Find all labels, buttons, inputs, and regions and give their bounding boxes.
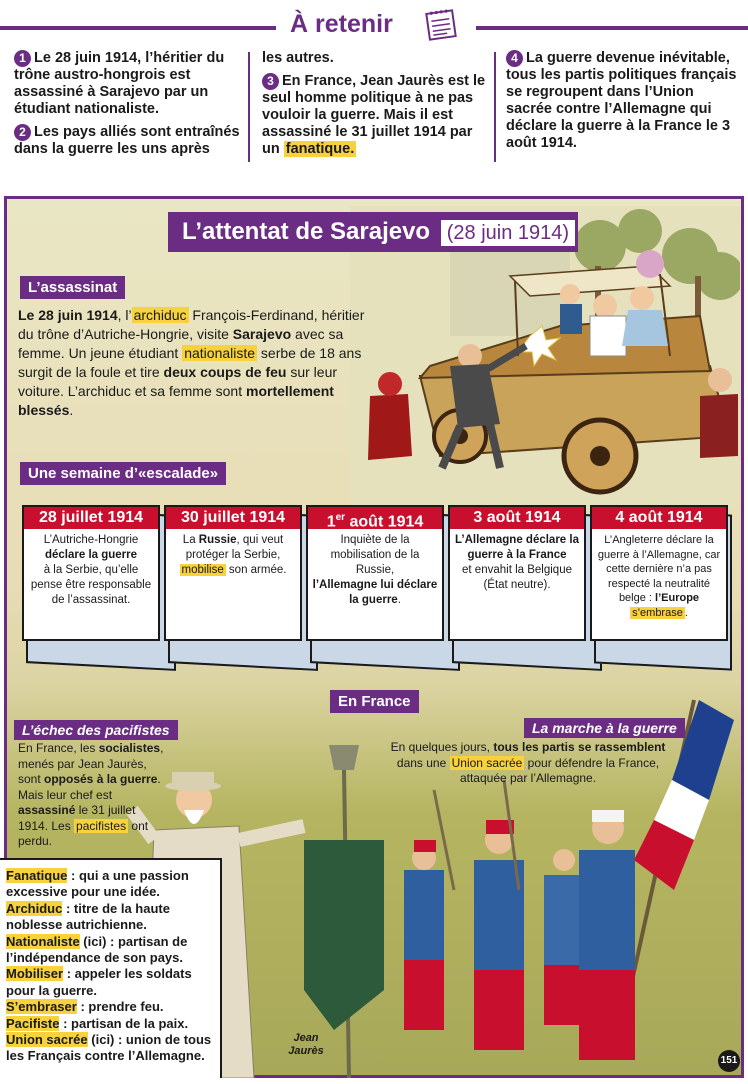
text: La <box>182 534 196 546</box>
timeline-card <box>306 505 456 665</box>
jaures-caption: Jean Jaurès <box>288 1032 324 1057</box>
text: En quelques jours, <box>390 740 494 754</box>
point-text: En France, Jean Jaurès est le seul homme politique à ne pas vouloir la guerre. Mais il est assassiné le 31 juillet 1914 par un <box>262 73 486 157</box>
marche-tag: La marche à la guerre <box>524 718 685 738</box>
text: , qui veut protéger la Serbie, <box>185 534 284 561</box>
text: En France, les <box>18 741 99 755</box>
text: ont perdu. <box>18 818 149 848</box>
text-bold: socialistes <box>98 741 161 755</box>
text: le 31 juillet 1914. Les <box>18 803 136 833</box>
highlight-term: fanatique. <box>285 141 355 157</box>
retenir-point-4 <box>506 50 742 152</box>
text-bold: mortellement blessés <box>18 383 334 418</box>
highlight-term: pacifistes <box>76 818 127 833</box>
text: . <box>397 594 401 606</box>
assassinat-tag: L’assassinat <box>20 276 125 299</box>
text: et envahit la Belgique (État neutre). <box>462 564 572 591</box>
point-number: 2 <box>14 124 31 141</box>
card-date-text: 1 <box>326 513 336 531</box>
text-bold: tous les partis se rassemblent <box>493 740 666 754</box>
glossary-term: Pacifiste <box>6 1015 60 1031</box>
assassinat-paragraph <box>18 306 374 420</box>
glossary-box <box>0 858 222 1078</box>
glossary-definition: : appeler les soldats pour la guerre. <box>6 966 192 998</box>
glossary-definition: : titre de la haute noblesse autrichienne. <box>6 900 170 933</box>
text-bold: Russie <box>198 534 237 546</box>
timeline-card <box>22 505 172 665</box>
text: Inquiète de la mobilisation de la Russie, <box>330 534 420 576</box>
glossary-entry <box>6 966 214 999</box>
glossary-entry <box>6 1032 214 1065</box>
text: son armée. <box>228 564 287 576</box>
page-number: 151 <box>718 1050 740 1072</box>
text: François-Ferdinand, héritier du trône d’Autriche-Hongrie, visite <box>18 307 365 342</box>
point-text: Le 28 juin 1914, l’héritier du trône austro-hongrois est assassiné à Sarajevo par un étudiant nationaliste. <box>14 50 225 117</box>
column-divider <box>248 52 250 162</box>
marche-paragraph <box>386 740 670 787</box>
point-number: 4 <box>506 50 523 67</box>
card-date <box>308 507 442 529</box>
highlight-term: Union sacrée <box>451 755 523 770</box>
text: . <box>69 402 74 418</box>
text: pour défendre la France, attaquée par l’Allemagne. <box>459 755 660 785</box>
card-body <box>24 529 158 612</box>
glossary-entry <box>6 868 214 901</box>
card-date-sup: er <box>335 512 346 523</box>
text: à la Serbie, qu’elle pense être responsable de l’assassinat. <box>30 564 152 606</box>
text-bold: l’Allemagne lui déclare la guerre <box>312 579 438 606</box>
text-bold: Sarajevo <box>232 326 292 342</box>
text-bold: l’Europe <box>655 592 700 604</box>
retenir-col-1 <box>14 50 242 158</box>
card-date: 30 juillet 1914 <box>166 507 300 529</box>
text: avec sa femme. Un jeune étudiant <box>18 326 344 361</box>
text: . Mais leur chef est <box>18 772 161 802</box>
main-title-date: (28 juin 1914) <box>441 220 575 246</box>
glossary-term: Union sacrée <box>6 1032 88 1048</box>
notepad-icon <box>424 6 460 42</box>
text-bold: déclare la guerre <box>44 549 138 561</box>
text-bold: opposés à la guerre <box>44 772 158 786</box>
highlight-term: archiduc <box>133 307 187 323</box>
timeline-card <box>448 505 598 665</box>
retenir-point-1 <box>14 50 242 118</box>
glossary-term: Mobiliser <box>6 966 64 982</box>
text: L’Angleterre déclare la guerre à l’Allemagne, car cette dernière n’a pas respecté la neutralité belge : <box>597 534 721 604</box>
pacifistes-paragraph <box>18 741 168 850</box>
text-bold: assassiné <box>18 803 76 817</box>
glossary-entry <box>6 999 214 1015</box>
retenir-col-2 <box>262 50 490 158</box>
card-body <box>450 529 584 597</box>
timeline-card <box>164 505 314 665</box>
card-body <box>166 529 300 582</box>
card-body <box>592 529 726 624</box>
text-bold: Le 28 juin 1914 <box>18 307 118 323</box>
glossary-entry <box>6 1016 214 1032</box>
glossary-term: S’embraser <box>6 999 77 1015</box>
text-bold: deux coups de feu <box>163 364 287 380</box>
retenir-point-3 <box>262 73 490 158</box>
point-text: Les pays alliés sont entraînés dans la guerre les uns après <box>14 124 240 157</box>
main-title-text: L’attentat de Sarajevo <box>182 218 431 245</box>
glossary-term: Fanatique <box>6 868 68 883</box>
escalade-tag: Une semaine d’«escalade» <box>20 462 226 485</box>
highlight-term: nationaliste <box>184 345 256 361</box>
pacifistes-tag: L’échec des pacifistes <box>14 720 178 740</box>
card-date: 4 août 1914 <box>592 507 726 529</box>
point-number: 1 <box>14 50 31 67</box>
glossary-definition: : partisan de la paix. <box>59 1015 189 1031</box>
text: sur leur voiture. L’archiduc et sa femme sont <box>18 364 338 399</box>
text: dans une <box>396 755 450 770</box>
glossary-definition: : prendre feu. <box>76 999 164 1015</box>
main-title <box>168 212 578 252</box>
highlight-term: mobilise <box>181 564 224 576</box>
point-text: La guerre devenue inévitable, tous les partis politiques français se regroupent dans l’Union sacrée contre l’Allemagne qui déclare la guerre à la France le 3 août 1914. <box>506 50 737 151</box>
card-date-text: août 1914 <box>345 513 424 531</box>
highlight-term: s’embrase <box>632 606 683 619</box>
retenir-title: À retenir <box>290 10 393 38</box>
text: , l’ <box>117 307 132 323</box>
column-divider <box>494 52 496 162</box>
glossary-term: Archiduc <box>6 900 63 916</box>
glossary-entry <box>6 901 214 934</box>
glossary-entry <box>6 934 214 967</box>
france-tag: En France <box>330 690 419 713</box>
text: serbe de 18 ans surgit de la foule et tire <box>18 345 362 380</box>
text-bold: L’Allemagne déclare la guerre à la France <box>454 534 579 561</box>
card-date: 3 août 1914 <box>450 507 584 529</box>
point-number: 3 <box>262 73 279 90</box>
text: . <box>684 606 688 619</box>
card-date: 28 juillet 1914 <box>24 507 158 529</box>
text: L’Autriche-Hongrie <box>43 534 139 546</box>
card-body <box>308 529 442 612</box>
glossary-definition: (ici) : union de tous les Français contre l’Allemagne. <box>6 1032 212 1064</box>
timeline-card <box>590 505 740 665</box>
glossary-definition: (ici) : partisan de l’indépendance de son pays. <box>6 933 188 966</box>
glossary-definition: : qui a une passion excessive pour une idée. <box>6 868 189 900</box>
text: , menés par Jean Jaurès, sont <box>18 741 164 786</box>
retenir-point-2 <box>14 124 242 158</box>
point-text: les autres. <box>262 50 334 66</box>
retenir-col-3 <box>506 50 742 152</box>
glossary-term: Nationaliste <box>6 933 80 949</box>
